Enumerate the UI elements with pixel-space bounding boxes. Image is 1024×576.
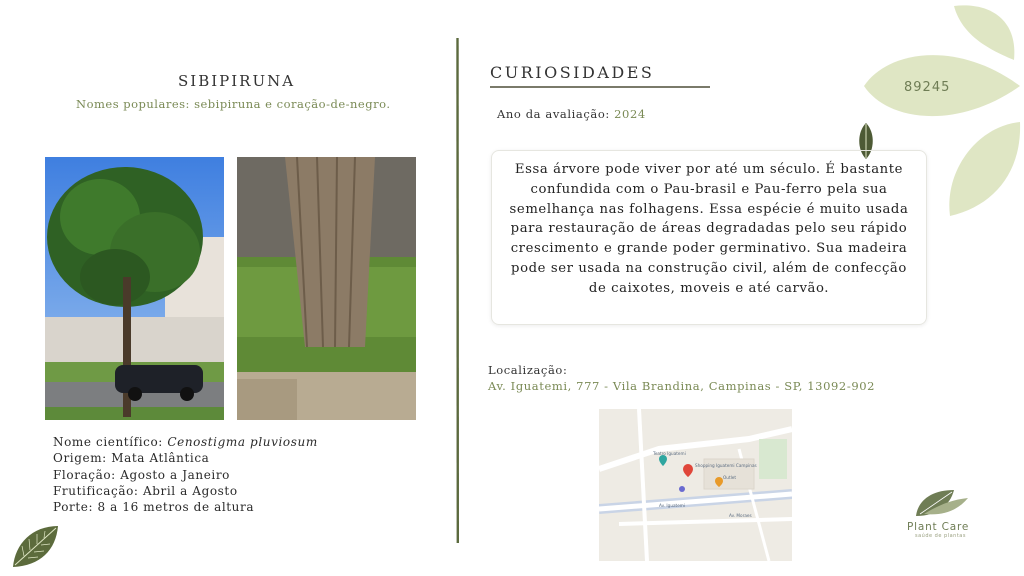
- brand-tagline: saúde de plantas: [915, 533, 966, 539]
- map-label-place2: Shopping Iguatemi Campinas: [695, 463, 757, 468]
- plant-title: SIBIPIRUNA: [178, 72, 296, 90]
- flowering-row: Floração: Agosto a Janeiro: [53, 467, 230, 482]
- curiosities-title: CURIOSIDADES: [490, 63, 655, 82]
- scientific-name-row: [53, 434, 318, 450]
- fruiting-row: Frutificação: Abril a Agosto: [53, 483, 238, 498]
- vertical-divider: [456, 38, 459, 543]
- map-label-place3: Outlet: [723, 475, 736, 480]
- year-label: Ano da avaliação:: [497, 107, 615, 121]
- scientific-value: Cenostigma pluviosum: [167, 435, 318, 449]
- location-address: Av. Iguatemi, 777 - Vila Brandina, Campinas - SP, 13092-902: [488, 379, 876, 393]
- year-value: 2024: [614, 107, 646, 121]
- evaluation-year: [497, 107, 646, 121]
- trunk-photo: [237, 157, 416, 420]
- tree-photo: [45, 157, 224, 420]
- map-label-place1: Teatro Iguatemi: [653, 451, 686, 456]
- map-label-road1: Av. Iguatemi: [659, 503, 686, 508]
- decorative-leaf-bottom-left: [10, 522, 62, 574]
- location-label: Localização:: [488, 363, 568, 377]
- map-label-road2: Av. Moraes: [729, 513, 752, 518]
- tree-code: 89245: [904, 80, 951, 95]
- size-row: Porte: 8 a 16 metros de altura: [53, 500, 255, 515]
- origin-row: Origem: Mata Atlântica: [53, 451, 210, 466]
- plant-care-logo: [914, 488, 970, 522]
- scientific-label: Nome científico:: [53, 435, 168, 449]
- plant-details: [53, 434, 318, 515]
- brand-name: Plant Care: [907, 521, 970, 533]
- curiosity-box: Essa árvore pode viver por até um século. É bastante confundida com o Pau-brasil e Pau-ferro pela sua semelhança nas folhagens. Essa espécie é muito usada para restauração de áreas degradadas pelo seu rápido crescimento e grande poder germinativo. Sua madeira pode ser usada na construção civil, além de confecção de caixotes, moveis e até carvão.: [491, 150, 927, 325]
- title-underline: [490, 86, 710, 88]
- location-map[interactable]: [599, 409, 792, 561]
- popular-names: Nomes populares: sebipiruna e coração-de-negro.: [76, 97, 391, 111]
- decorative-leaves-top-right: [858, 0, 1024, 229]
